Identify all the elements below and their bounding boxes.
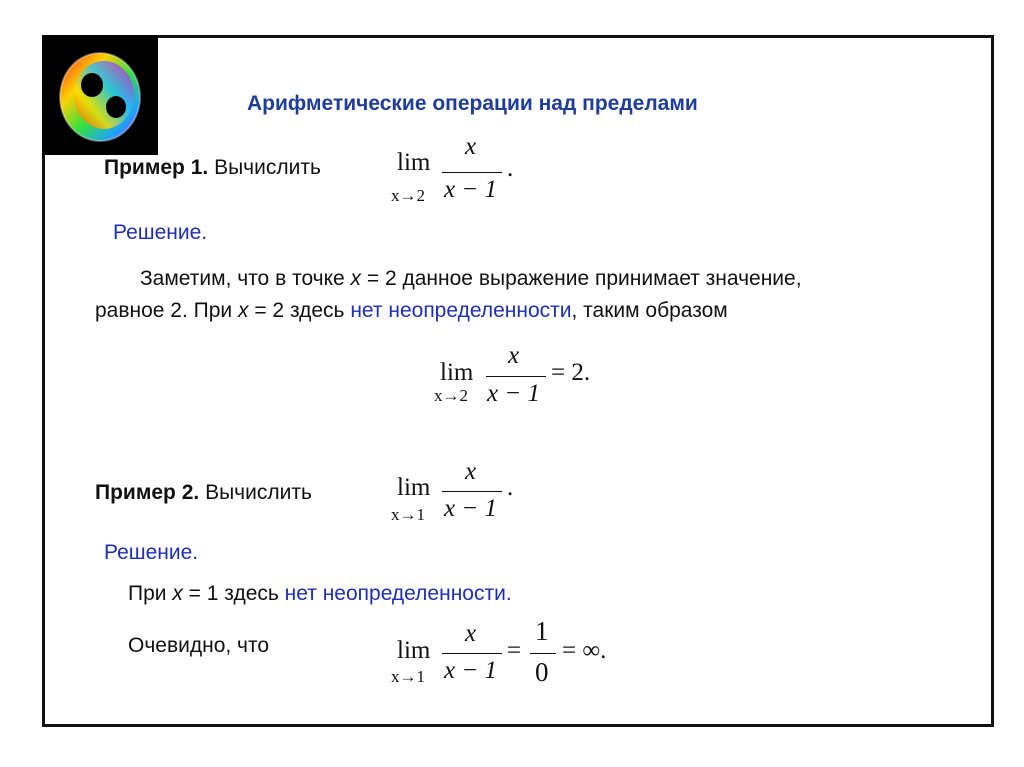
fraction-bar xyxy=(486,376,546,377)
equals-two: = 2. xyxy=(551,359,591,386)
solution1-label: Решение. xyxy=(113,221,208,244)
highlight-text: нет неопределенности. xyxy=(284,582,512,605)
highlight-text: нет неопределенности xyxy=(350,299,572,322)
example2-heading xyxy=(95,481,312,505)
variable: x xyxy=(350,267,362,290)
text-segment: , таким образом xyxy=(571,299,728,322)
denominator: x − 1 xyxy=(487,380,540,407)
fraction-bar xyxy=(442,491,502,492)
lim-symbol: lim xyxy=(397,637,431,664)
zero-denominator: 0 xyxy=(535,657,549,687)
solution2-label: Решение. xyxy=(104,541,199,564)
lim-symbol: lim xyxy=(397,474,431,501)
lim-subscript: x→1 xyxy=(391,505,425,524)
lim-subscript: x→1 xyxy=(391,667,425,686)
denominator: x − 1 xyxy=(444,176,497,203)
fraction-bar xyxy=(442,172,502,173)
example1-heading xyxy=(104,156,321,180)
numerator: x xyxy=(465,620,477,647)
page-title: Арифметические операции над пределами xyxy=(247,92,698,115)
text-segment: При xyxy=(128,582,173,605)
equals-sign: = xyxy=(507,637,522,664)
numerator: x xyxy=(465,133,477,160)
example2-verb: Вычислить xyxy=(205,481,312,504)
equals-infinity: = ∞. xyxy=(562,637,607,664)
para2 xyxy=(128,582,512,606)
one-numerator: 1 xyxy=(535,616,549,646)
denominator: x − 1 xyxy=(444,495,497,522)
text-segment: равное 2. При xyxy=(95,299,238,322)
text-segment: = 2 здесь xyxy=(248,299,351,322)
lim-subscript: x→2 xyxy=(391,186,425,205)
para1-line2 xyxy=(95,299,728,323)
fraction-bar xyxy=(442,653,502,654)
text-segment: Заметим, что в точке xyxy=(140,267,351,290)
obvious-text: Очевидно, что xyxy=(128,634,270,657)
lim-symbol: lim xyxy=(397,149,431,176)
para1-line1 xyxy=(140,267,802,291)
lim-symbol: lim xyxy=(440,359,474,386)
variable: x xyxy=(238,299,249,322)
numerator: x xyxy=(465,458,477,485)
variable: x xyxy=(172,582,183,605)
period: . xyxy=(507,155,514,182)
torus-logo-icon xyxy=(42,35,158,155)
denominator: x − 1 xyxy=(444,657,497,684)
text-segment: = 2 данное выражение принимает значение, xyxy=(361,267,802,290)
example1-label: Пример 1. xyxy=(104,156,209,179)
text-segment: = 1 здесь xyxy=(182,582,285,605)
numerator: x xyxy=(508,342,520,369)
example2-label: Пример 2. xyxy=(95,481,200,504)
example1-verb: Вычислить xyxy=(214,156,321,179)
lim-subscript: x→2 xyxy=(434,386,468,405)
fraction-bar xyxy=(530,653,556,654)
period: . xyxy=(507,474,514,501)
